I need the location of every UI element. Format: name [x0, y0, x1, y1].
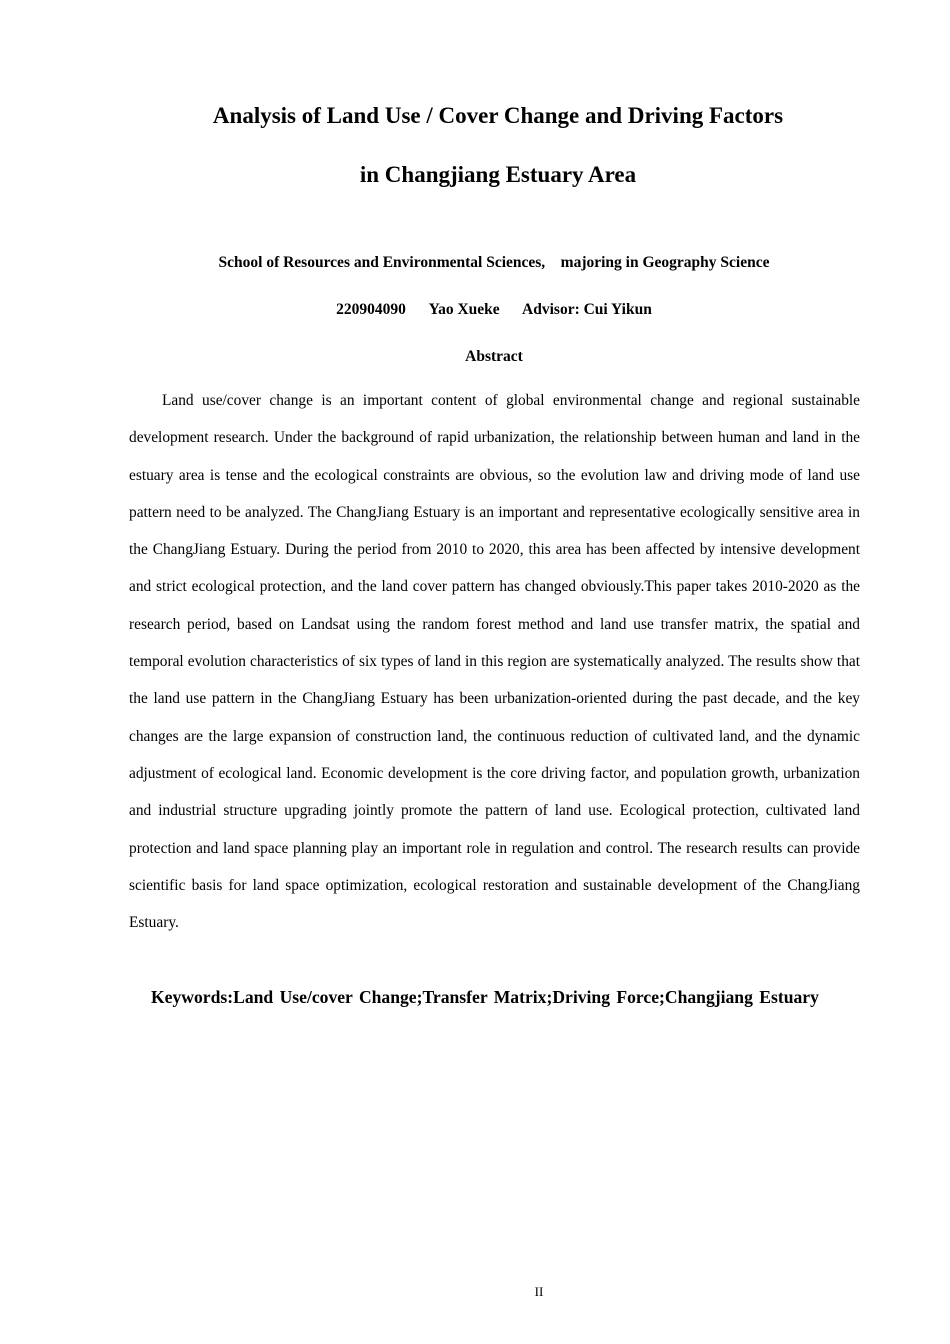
title-line-1: Analysis of Land Use / Cover Change and Driving Factors [212, 103, 784, 128]
abstract-body: Land use/cover change is an important content of global environmental change and regional sustainable development research. Under the background of rapid urbanization, the relationship between human and land in the estuary area is tense and the ecological constraints are obvious, so the evolution law and driving mode of land use pattern need to be analyzed. The ChangJiang Estuary is an important and representative ecologically sensitive area in the ChangJiang Estuary. During the period from 2010 to 2020, this area has been affected by intensive development and strict ecological protection, and the land cover pattern has changed obviously.This paper takes 2010-2020 as the research period, based on Landsat using the random forest method and land use transfer matrix, the spatial and temporal evolution characteristics of six types of land in this region are systematically analyzed. The results show that the land use pattern in the ChangJiang Estuary has been urbanization-oriented during the past decade, and the key changes are the large expansion of construction land, the continuous reduction of cultivated land, and the dynamic adjustment of ecological land. Economic development is the core driving factor, and population growth, urbanization and industrial structure upgrading jointly promote the pattern of land use. Ecological protection, cultivated land protection and land space planning play an important role in regulation and control. The research results can provide scientific basis for land space optimization, ecological restoration and sustainable development of the ChangJiang Estuary. [129, 392, 860, 932]
author-line: 220904090 Yao Xueke Advisor: Cui Yikun [336, 301, 652, 318]
title-line-2: in Changjiang Estuary Area [359, 162, 637, 187]
affiliation: School of Resources and Environmental Sciences, majoring in Geography Science [218, 254, 770, 271]
keywords: Keywords:Land Use/cover Change;Transfer Matrix;Driving Force;Changjiang Estuary [151, 987, 819, 1007]
page-number: II [534, 1284, 544, 1299]
abstract-heading: Abstract [465, 348, 523, 365]
